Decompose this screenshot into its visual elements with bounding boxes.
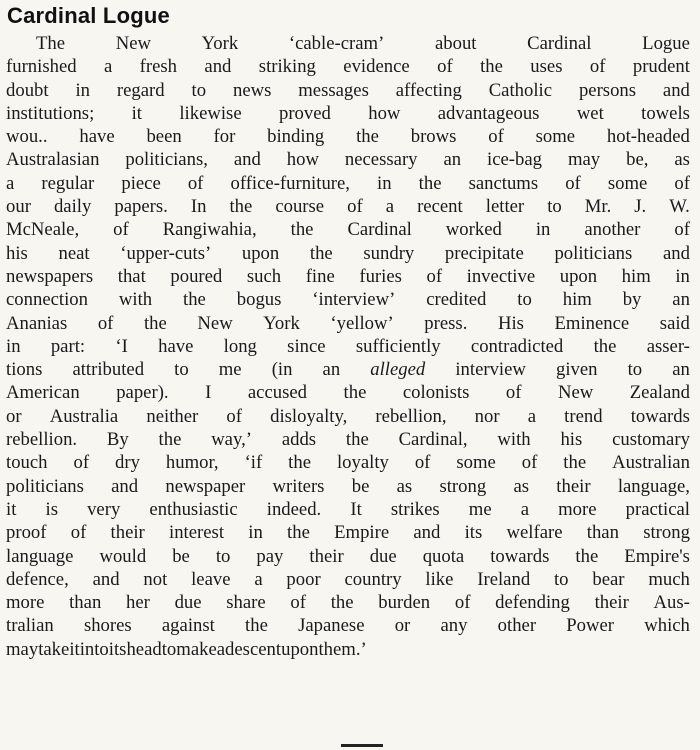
article-line: proof of their interest in the Empire and its welfare than strong — [6, 522, 690, 544]
article-line: connection with the bogus ‘interview’ credited to him by an — [6, 289, 690, 311]
article-line: American paper). I accused the colonists of New Zealand — [6, 382, 690, 404]
article-line: language would be to pay their due quota towards the Empire's — [6, 545, 690, 567]
article-line: rebellion. By the way,’ adds the Cardinal, with his customary — [6, 429, 690, 451]
article-line: Ananias of the New York ‘yellow’ press. His Eminence said — [6, 312, 690, 334]
article-line: his neat ‘upper-cuts’ upon the sundry precipitate politicians and — [6, 242, 690, 264]
article-line: more than her due share of the burden of defending their Aus- — [6, 592, 690, 614]
article-line: in part: ‘I have long since sufficiently contradicted the asser- — [6, 335, 690, 357]
article-line: our daily papers. In the course of a recent letter to Mr. J. W. — [6, 196, 690, 218]
article-line: a regular piece of office-furniture, in the sanctums of some of — [6, 172, 690, 194]
article-line: newspapers that poured such fine furies of invective upon him in — [6, 265, 690, 287]
article-title: Cardinal Logue — [7, 3, 170, 28]
article-line: doubt in regard to news messages affecting Catholic persons and — [6, 79, 690, 101]
article-line: wou.. have been for binding the brows of some hot-headed — [6, 126, 690, 148]
end-rule — [341, 744, 383, 747]
article-line: politicians and newspaper writers be as strong as their language, — [6, 475, 690, 497]
article-line: or Australia neither of disloyalty, rebellion, nor a trend towards — [6, 405, 690, 427]
article-line: Australasian politicians, and how necessary an ice-bag may be, as — [6, 149, 690, 171]
article-body — [6, 32, 690, 661]
article-line: The New York ‘cable-cram’ about Cardinal Logue — [36, 33, 690, 54]
article-line: defence, and not leave a poor country like Ireland to bear much — [6, 568, 690, 590]
article-line: tralian shores against the Japanese or any other Power which — [6, 615, 690, 637]
article-line: it is very enthusiastic indeed. It strikes me a more practical — [6, 498, 690, 520]
article-line: touch of dry humor, ‘if the loyalty of some of the Australian — [6, 452, 690, 474]
article-line: furnished a fresh and striking evidence of the uses of prudent — [6, 56, 690, 78]
article-line: may take it into its head to make a descent upon them.’ — [6, 638, 367, 660]
article-line: institutions; it likewise proved how advantageous wet towels — [6, 102, 690, 124]
article-line: tions attributed to me (in an alleged interview given to an — [6, 359, 690, 381]
article-line: McNeale, of Rangiwahia, the Cardinal worked in another of — [6, 219, 690, 241]
